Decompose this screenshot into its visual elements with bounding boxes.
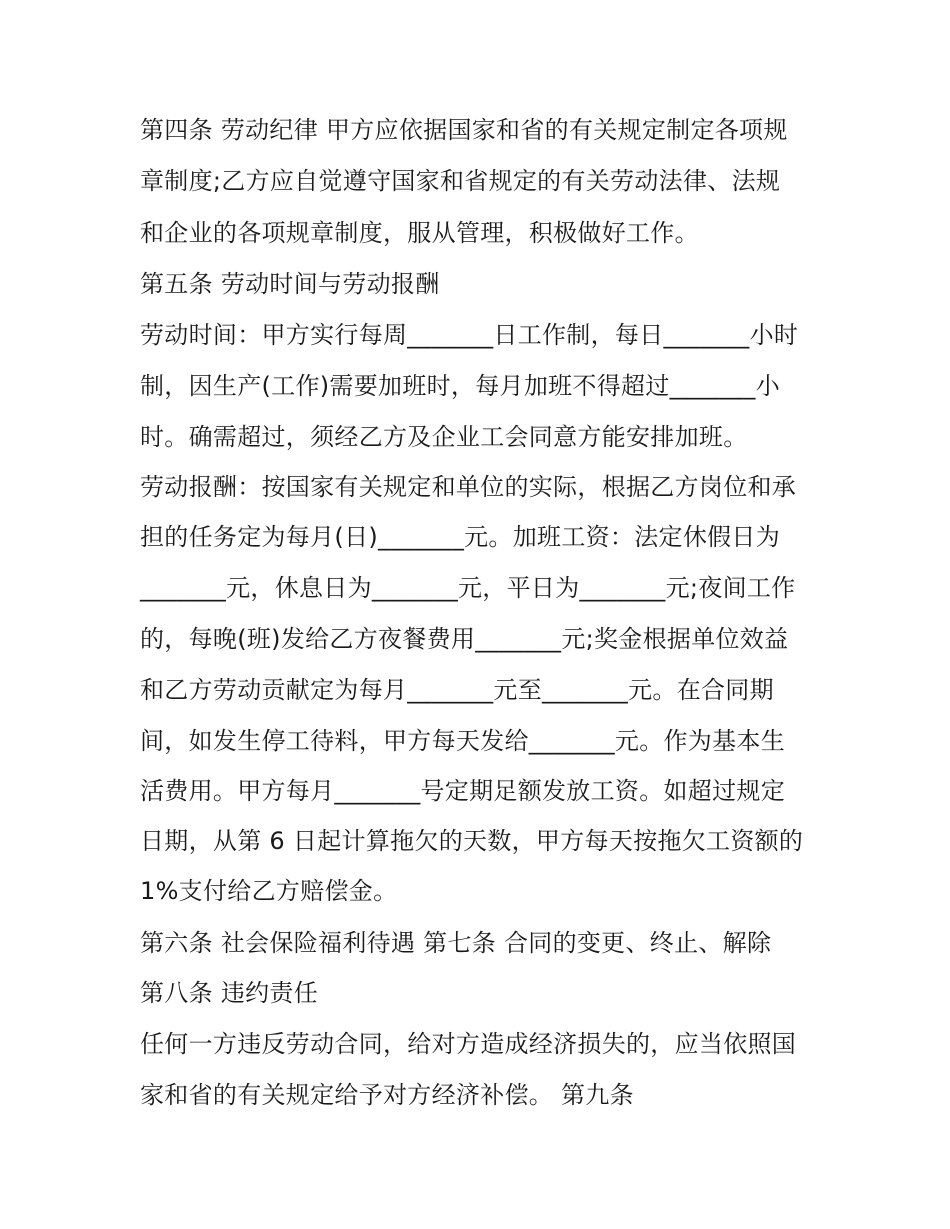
text-line: 间，如发生停工待料，甲方每天发给_______元。作为基本生 xyxy=(140,727,785,755)
text-line: 和企业的各项规章制度，服从管理，积极做好工作。 xyxy=(140,219,699,247)
text-line: 时。确需超过，须经乙方及企业工会同意方能安排加班。 xyxy=(140,423,748,451)
text-line: 1%支付给乙方赔偿金。 xyxy=(140,877,398,905)
text-line: 的，每晚(班)发给乙方夜餐费用_______元;奖金根据单位效益 xyxy=(140,625,789,653)
text-line: 家和省的有关规定给予对方经济补偿。 第九条 xyxy=(140,1081,634,1109)
text-line: 担的任务定为每月(日)_______元。加班工资：法定休假日为 xyxy=(140,523,781,551)
section-heading: 第八条 违约责任 xyxy=(140,979,319,1007)
text-line: 制，因生产(工作)需要加班时，每月加班不得超过_______小 xyxy=(140,372,781,400)
text-line: 和乙方劳动贡献定为每月_______元至_______元。在合同期 xyxy=(140,676,774,704)
text-line: 章制度;乙方应自觉遵守国家和省规定的有关劳动法律、法规 xyxy=(140,167,781,195)
text-line: 任何一方违反劳动合同，给对方造成经济损失的，应当依照国 xyxy=(140,1030,797,1058)
section-heading: 第六条 社会保险福利待遇 第七条 合同的变更、终止、解除 xyxy=(140,929,772,957)
section-heading: 第五条 劳动时间与劳动报酬 xyxy=(140,270,440,298)
text-line: 劳动时间：甲方实行每周_______日工作制，每日_______小时 xyxy=(140,321,799,349)
text-line: 日期，从第 6 日起计算拖欠的天数，甲方每天按拖欠工资额的 xyxy=(140,827,804,855)
text-line: 第四条 劳动纪律 甲方应依据国家和省的有关规定制定各项规 xyxy=(140,116,788,144)
text-line: 活费用。甲方每月_______号定期足额发放工资。如超过规定 xyxy=(140,777,785,805)
text-line: 劳动报酬：按国家有关规定和单位的实际，根据乙方岗位和承 xyxy=(140,473,797,501)
text-line: _______元，休息日为_______元，平日为_______元;夜间工作 xyxy=(140,574,796,602)
